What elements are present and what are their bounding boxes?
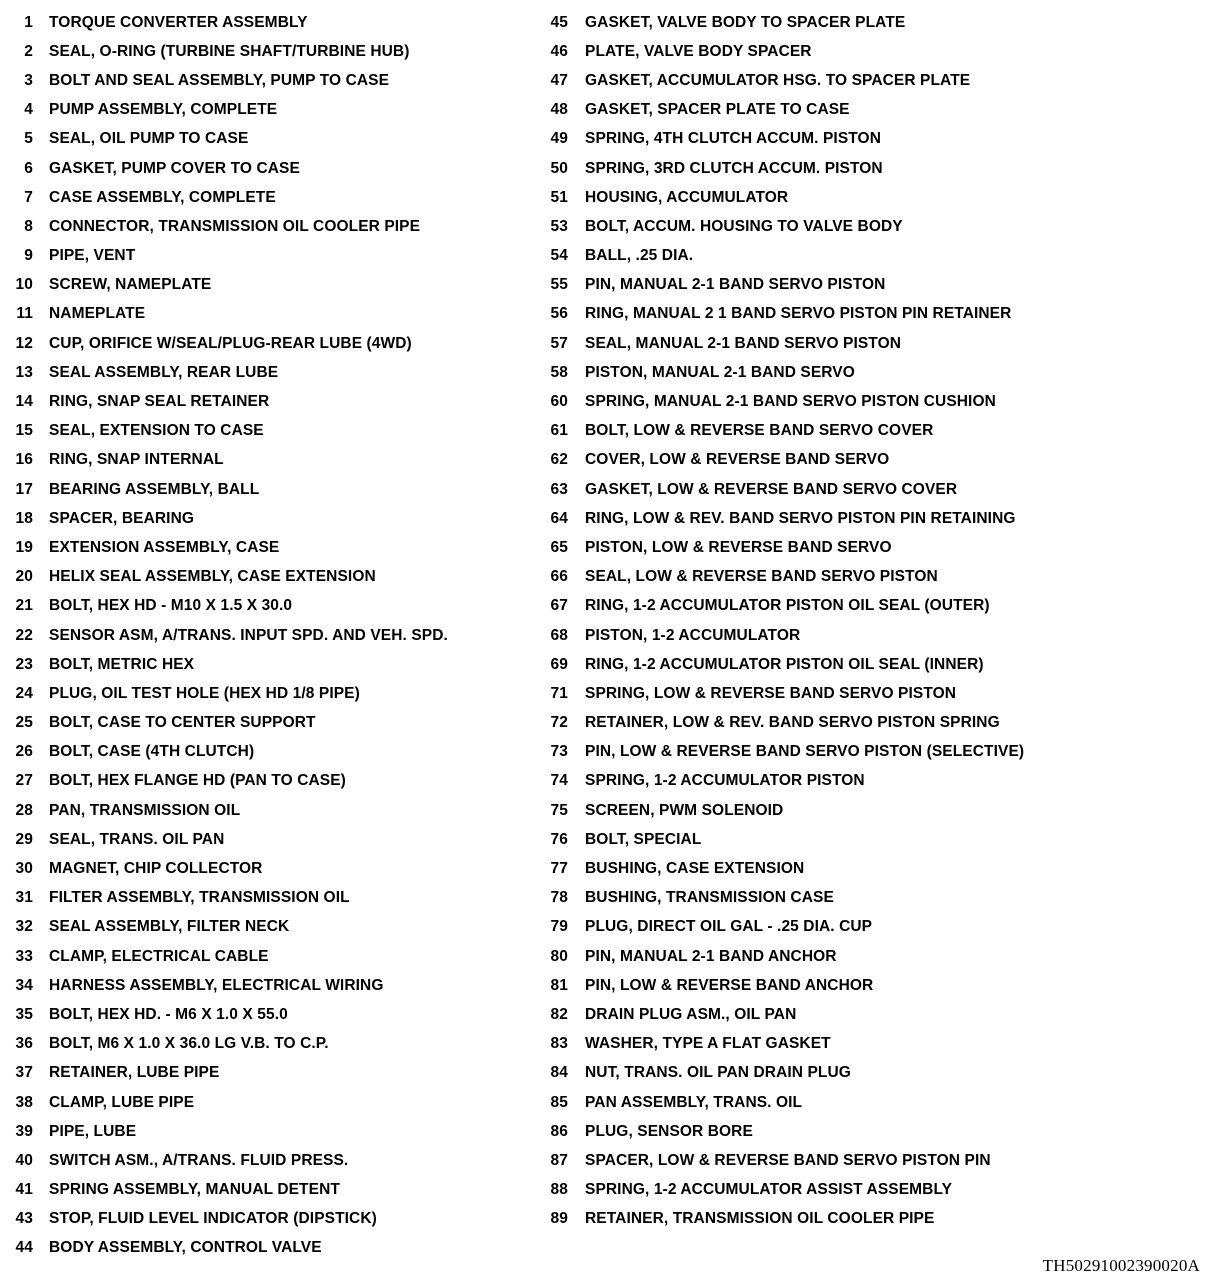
part-description: SWITCH ASM., A/TRANS. FLUID PRESS. (49, 1151, 349, 1169)
part-number: 16 (15, 451, 33, 469)
parts-list-item (0, 592, 520, 621)
part-number: 27 (15, 772, 33, 790)
part-description: RING, SNAP SEAL RETAINER (49, 393, 270, 411)
parts-list-item (0, 942, 520, 971)
parts-list-item (538, 1176, 1198, 1205)
part-description: MAGNET, CHIP COLLECTOR (49, 860, 263, 878)
part-number: 68 (550, 626, 568, 644)
parts-list-item (538, 271, 1198, 300)
part-number: 31 (15, 889, 33, 907)
parts-list-item (538, 563, 1198, 592)
part-number: 60 (550, 393, 568, 411)
part-description: PISTON, LOW & REVERSE BAND SERVO (585, 538, 892, 556)
part-number: 84 (550, 1064, 568, 1082)
parts-list-item (538, 125, 1198, 154)
part-description: SENSOR ASM, A/TRANS. INPUT SPD. AND VEH. SPD. (49, 626, 448, 644)
part-description: PLUG, OIL TEST HOLE (HEX HD 1/8 PIPE) (49, 684, 360, 702)
part-number: 3 (24, 71, 33, 89)
part-description: BEARING ASSEMBLY, BALL (49, 480, 260, 498)
part-number: 47 (550, 71, 568, 89)
part-description: BOLT, M6 X 1.0 X 36.0 LG V.B. TO C.P. (49, 1035, 329, 1053)
part-number: 83 (550, 1035, 568, 1053)
part-number: 38 (15, 1093, 33, 1111)
part-description: BUSHING, TRANSMISSION CASE (585, 889, 834, 907)
part-number: 14 (15, 393, 33, 411)
part-number: 89 (550, 1210, 568, 1228)
parts-list-item (0, 1146, 520, 1175)
part-number: 74 (550, 772, 568, 790)
part-description: PISTON, MANUAL 2-1 BAND SERVO (585, 363, 855, 381)
parts-list-item (538, 37, 1198, 66)
part-description: BOLT, LOW & REVERSE BAND SERVO COVER (585, 422, 934, 440)
part-number: 21 (15, 597, 33, 615)
part-description: PLATE, VALVE BODY SPACER (585, 42, 812, 60)
part-number: 5 (24, 130, 33, 148)
parts-list-item (538, 300, 1198, 329)
part-number: 25 (15, 714, 33, 732)
part-number: 17 (15, 480, 33, 498)
part-description: BOLT, HEX HD - M10 X 1.5 X 30.0 (49, 597, 293, 615)
parts-list-item (538, 1146, 1198, 1175)
part-number: 12 (15, 334, 33, 352)
part-number: 22 (15, 626, 33, 644)
parts-list-item (538, 1117, 1198, 1146)
parts-list-item (0, 358, 520, 387)
part-description: CLAMP, ELECTRICAL CABLE (49, 947, 269, 965)
parts-list-item (538, 913, 1198, 942)
part-number: 24 (15, 684, 33, 702)
parts-list-item (538, 767, 1198, 796)
parts-list-item (0, 504, 520, 533)
parts-list-item (538, 1030, 1198, 1059)
part-description: BOLT, HEX HD. - M6 X 1.0 X 55.0 (49, 1005, 288, 1023)
part-description: SEAL, MANUAL 2-1 BAND SERVO PISTON (585, 334, 902, 352)
parts-list-item (538, 884, 1198, 913)
part-description: RETAINER, LOW & REV. BAND SERVO PISTON SPRING (585, 714, 1000, 732)
part-number: 50 (550, 159, 568, 177)
part-description: WASHER, TYPE A FLAT GASKET (585, 1035, 831, 1053)
part-description: SPRING, LOW & REVERSE BAND SERVO PISTON (585, 684, 957, 702)
part-description: RING, 1-2 ACCUMULATOR PISTON OIL SEAL (OUTER) (585, 597, 990, 615)
part-number: 63 (550, 480, 568, 498)
part-number: 35 (15, 1005, 33, 1023)
parts-list-item (0, 300, 520, 329)
part-number: 76 (550, 830, 568, 848)
part-description: TORQUE CONVERTER ASSEMBLY (49, 13, 308, 31)
part-description: DRAIN PLUG ASM., OIL PAN (585, 1005, 797, 1023)
parts-list-item (0, 767, 520, 796)
part-description: PISTON, 1-2 ACCUMULATOR (585, 626, 801, 644)
parts-list-item (0, 563, 520, 592)
part-description: SEAL, TRANS. OIL PAN (49, 830, 225, 848)
parts-list-item (0, 679, 520, 708)
parts-list-item (0, 475, 520, 504)
part-description: RETAINER, LUBE PIPE (49, 1064, 220, 1082)
parts-list-item (0, 154, 520, 183)
part-description: CONNECTOR, TRANSMISSION OIL COOLER PIPE (49, 217, 421, 235)
parts-list-item (0, 1030, 520, 1059)
part-description: RING, 1-2 ACCUMULATOR PISTON OIL SEAL (INNER) (585, 655, 984, 673)
parts-list-right (538, 8, 1198, 1234)
parts-list-item (538, 446, 1198, 475)
part-number: 40 (15, 1151, 33, 1169)
parts-list-item (0, 913, 520, 942)
part-number: 28 (15, 801, 33, 819)
parts-list-item (0, 738, 520, 767)
parts-list-item (538, 825, 1198, 854)
part-number: 73 (550, 743, 568, 761)
parts-list-item (538, 621, 1198, 650)
part-number: 39 (15, 1122, 33, 1140)
part-number: 82 (550, 1005, 568, 1023)
part-description: RING, SNAP INTERNAL (49, 451, 224, 469)
parts-list-item (538, 212, 1198, 241)
parts-list-item (538, 417, 1198, 446)
part-description: GASKET, LOW & REVERSE BAND SERVO COVER (585, 480, 958, 498)
part-number: 54 (550, 247, 568, 265)
part-description: SCREEN, PWM SOLENOID (585, 801, 784, 819)
part-description: PIN, LOW & REVERSE BAND ANCHOR (585, 976, 874, 994)
parts-list-item (538, 1088, 1198, 1117)
parts-list-item (538, 387, 1198, 416)
part-description: SPACER, LOW & REVERSE BAND SERVO PISTON PIN (585, 1151, 991, 1169)
part-description: PLUG, SENSOR BORE (585, 1122, 753, 1140)
part-description: NAMEPLATE (49, 305, 146, 323)
part-number: 49 (550, 130, 568, 148)
part-description: BOLT, ACCUM. HOUSING TO VALVE BODY (585, 217, 903, 235)
part-description: CLAMP, LUBE PIPE (49, 1093, 195, 1111)
part-number: 10 (15, 276, 33, 294)
parts-list-item (0, 884, 520, 913)
part-description: GASKET, VALVE BODY TO SPACER PLATE (585, 13, 906, 31)
part-number: 23 (15, 655, 33, 673)
part-number: 18 (15, 509, 33, 527)
parts-list-item (0, 1000, 520, 1029)
parts-list-item (538, 1205, 1198, 1234)
parts-list-item (0, 329, 520, 358)
part-number: 86 (550, 1122, 568, 1140)
part-number: 44 (15, 1239, 33, 1257)
part-number: 55 (550, 276, 568, 294)
part-number: 4 (24, 101, 33, 119)
part-number: 34 (15, 976, 33, 994)
part-number: 80 (550, 947, 568, 965)
part-description: GASKET, ACCUMULATOR HSG. TO SPACER PLATE (585, 71, 971, 89)
parts-list-item (538, 358, 1198, 387)
part-description: BOLT, CASE (4TH CLUTCH) (49, 743, 255, 761)
part-number: 20 (15, 568, 33, 586)
parts-list-item (538, 8, 1198, 37)
part-number: 77 (550, 860, 568, 878)
part-number: 43 (15, 1210, 33, 1228)
parts-list-item (538, 242, 1198, 271)
part-number: 7 (24, 188, 33, 206)
parts-list-item (0, 446, 520, 475)
part-number: 56 (550, 305, 568, 323)
part-description: PLUG, DIRECT OIL GAL - .25 DIA. CUP (585, 918, 873, 936)
part-number: 48 (550, 101, 568, 119)
part-number: 11 (16, 305, 33, 323)
parts-list-item (0, 1234, 520, 1263)
part-number: 2 (24, 42, 33, 60)
part-description: PAN ASSEMBLY, TRANS. OIL (585, 1093, 803, 1111)
part-description: EXTENSION ASSEMBLY, CASE (49, 538, 280, 556)
part-number: 88 (550, 1181, 568, 1199)
part-description: STOP, FLUID LEVEL INDICATOR (DIPSTICK) (49, 1210, 377, 1228)
part-description: SPRING, 4TH CLUTCH ACCUM. PISTON (585, 130, 881, 148)
part-number: 41 (15, 1181, 33, 1199)
parts-list-item (0, 212, 520, 241)
part-description: SPRING, MANUAL 2-1 BAND SERVO PISTON CUSHION (585, 393, 996, 411)
part-description: PIN, MANUAL 2-1 BAND ANCHOR (585, 947, 837, 965)
part-description: SEAL, O-RING (TURBINE SHAFT/TURBINE HUB) (49, 42, 410, 60)
parts-list-item (538, 533, 1198, 562)
part-description: BOLT, CASE TO CENTER SUPPORT (49, 714, 316, 732)
part-description: HELIX SEAL ASSEMBLY, CASE EXTENSION (49, 568, 376, 586)
parts-list-item (538, 942, 1198, 971)
part-number: 79 (550, 918, 568, 936)
parts-list-item (0, 621, 520, 650)
part-description: BOLT, METRIC HEX (49, 655, 195, 673)
part-description: BODY ASSEMBLY, CONTROL VALVE (49, 1239, 322, 1257)
parts-list-item (0, 1059, 520, 1088)
part-description: BOLT, HEX FLANGE HD (PAN TO CASE) (49, 772, 346, 790)
part-description: SPRING ASSEMBLY, MANUAL DETENT (49, 1181, 340, 1199)
part-description: SPRING, 3RD CLUTCH ACCUM. PISTON (585, 159, 883, 177)
parts-list-item (538, 796, 1198, 825)
parts-list-item (0, 650, 520, 679)
part-number: 45 (550, 13, 568, 31)
part-number: 30 (15, 860, 33, 878)
part-number: 26 (15, 743, 33, 761)
parts-list-item (538, 1000, 1198, 1029)
parts-list-item (538, 854, 1198, 883)
part-description: SEAL ASSEMBLY, FILTER NECK (49, 918, 290, 936)
part-number: 13 (15, 363, 33, 381)
part-description: SEAL, LOW & REVERSE BAND SERVO PISTON (585, 568, 938, 586)
parts-list-item (538, 592, 1198, 621)
part-number: 58 (550, 363, 568, 381)
part-description: BALL, .25 DIA. (585, 247, 694, 265)
part-description: CUP, ORIFICE W/SEAL/PLUG-REAR LUBE (4WD) (49, 334, 412, 352)
parts-list-item (0, 709, 520, 738)
parts-list-item (0, 854, 520, 883)
part-description: NUT, TRANS. OIL PAN DRAIN PLUG (585, 1064, 851, 1082)
parts-list-item (0, 8, 520, 37)
parts-list-item (0, 1205, 520, 1234)
parts-list-item (0, 417, 520, 446)
part-description: RING, LOW & REV. BAND SERVO PISTON PIN RETAINING (585, 509, 1016, 527)
part-description: GASKET, PUMP COVER TO CASE (49, 159, 300, 177)
parts-list-item (538, 650, 1198, 679)
part-number: 32 (15, 918, 33, 936)
part-description: SEAL, EXTENSION TO CASE (49, 422, 264, 440)
part-number: 1 (24, 13, 33, 31)
part-number: 71 (550, 684, 568, 702)
figure-id: TH50291002390020A (1042, 1256, 1200, 1275)
parts-list-item (0, 242, 520, 271)
part-number: 66 (550, 568, 568, 586)
part-number: 29 (15, 830, 33, 848)
part-number: 15 (15, 422, 33, 440)
part-number: 62 (550, 451, 568, 469)
parts-list-item (0, 825, 520, 854)
parts-list-item (0, 96, 520, 125)
part-description: CASE ASSEMBLY, COMPLETE (49, 188, 276, 206)
part-number: 57 (550, 334, 568, 352)
parts-list-item (538, 504, 1198, 533)
parts-list-item (538, 154, 1198, 183)
part-description: BOLT, SPECIAL (585, 830, 702, 848)
parts-list-item (0, 66, 520, 95)
part-description: HARNESS ASSEMBLY, ELECTRICAL WIRING (49, 976, 384, 994)
part-number: 9 (24, 247, 33, 265)
part-description: RING, MANUAL 2 1 BAND SERVO PISTON PIN RETAINER (585, 305, 1012, 323)
part-description: PIPE, LUBE (49, 1122, 137, 1140)
part-description: PIN, LOW & REVERSE BAND SERVO PISTON (SELECTIVE) (585, 743, 1025, 761)
part-number: 69 (550, 655, 568, 673)
part-number: 36 (15, 1035, 33, 1053)
parts-list-item (0, 387, 520, 416)
part-number: 85 (550, 1093, 568, 1111)
part-description: HOUSING, ACCUMULATOR (585, 188, 789, 206)
parts-list-item (0, 971, 520, 1000)
part-number: 19 (15, 538, 33, 556)
part-description: PUMP ASSEMBLY, COMPLETE (49, 101, 278, 119)
part-description: PIN, MANUAL 2-1 BAND SERVO PISTON (585, 276, 886, 294)
part-description: SCREW, NAMEPLATE (49, 276, 212, 294)
parts-list-left (0, 8, 520, 1263)
part-description: SEAL, OIL PUMP TO CASE (49, 130, 249, 148)
parts-list-item (538, 329, 1198, 358)
part-description: SPACER, BEARING (49, 509, 195, 527)
parts-list-item (538, 679, 1198, 708)
parts-list-item (0, 1117, 520, 1146)
part-number: 53 (550, 217, 568, 235)
part-number: 6 (24, 159, 33, 177)
part-number: 64 (550, 509, 568, 527)
part-description: RETAINER, TRANSMISSION OIL COOLER PIPE (585, 1210, 935, 1228)
parts-list-item (0, 1176, 520, 1205)
part-description: PAN, TRANSMISSION OIL (49, 801, 241, 819)
parts-list-item (538, 971, 1198, 1000)
parts-list-item (0, 533, 520, 562)
part-number: 67 (550, 597, 568, 615)
part-number: 75 (550, 801, 568, 819)
parts-list-item (538, 475, 1198, 504)
part-description: BOLT AND SEAL ASSEMBLY, PUMP TO CASE (49, 71, 390, 89)
part-number: 65 (550, 538, 568, 556)
part-number: 37 (15, 1064, 33, 1082)
part-number: 8 (24, 217, 33, 235)
part-number: 33 (15, 947, 33, 965)
part-description: PIPE, VENT (49, 247, 136, 265)
parts-list-item (538, 96, 1198, 125)
parts-list-item (538, 738, 1198, 767)
part-number: 87 (550, 1151, 568, 1169)
part-number: 61 (550, 422, 568, 440)
parts-list-item (538, 1059, 1198, 1088)
parts-list-item (538, 709, 1198, 738)
part-number: 78 (550, 889, 568, 907)
part-description: SEAL ASSEMBLY, REAR LUBE (49, 363, 279, 381)
part-description: GASKET, SPACER PLATE TO CASE (585, 101, 850, 119)
parts-list-item (538, 183, 1198, 212)
parts-list-item (0, 1088, 520, 1117)
part-description: SPRING, 1-2 ACCUMULATOR PISTON (585, 772, 865, 790)
part-number: 51 (550, 188, 568, 206)
parts-list-item (0, 125, 520, 154)
parts-list-item (0, 183, 520, 212)
part-description: BUSHING, CASE EXTENSION (585, 860, 805, 878)
part-description: FILTER ASSEMBLY, TRANSMISSION OIL (49, 889, 350, 907)
part-number: 81 (550, 976, 568, 994)
part-description: COVER, LOW & REVERSE BAND SERVO (585, 451, 890, 469)
parts-list-item (0, 271, 520, 300)
part-number: 46 (550, 42, 568, 60)
parts-list-item (0, 796, 520, 825)
part-number: 72 (550, 714, 568, 732)
parts-list-item (538, 66, 1198, 95)
part-description: SPRING, 1-2 ACCUMULATOR ASSIST ASSEMBLY (585, 1181, 953, 1199)
parts-list-item (0, 37, 520, 66)
